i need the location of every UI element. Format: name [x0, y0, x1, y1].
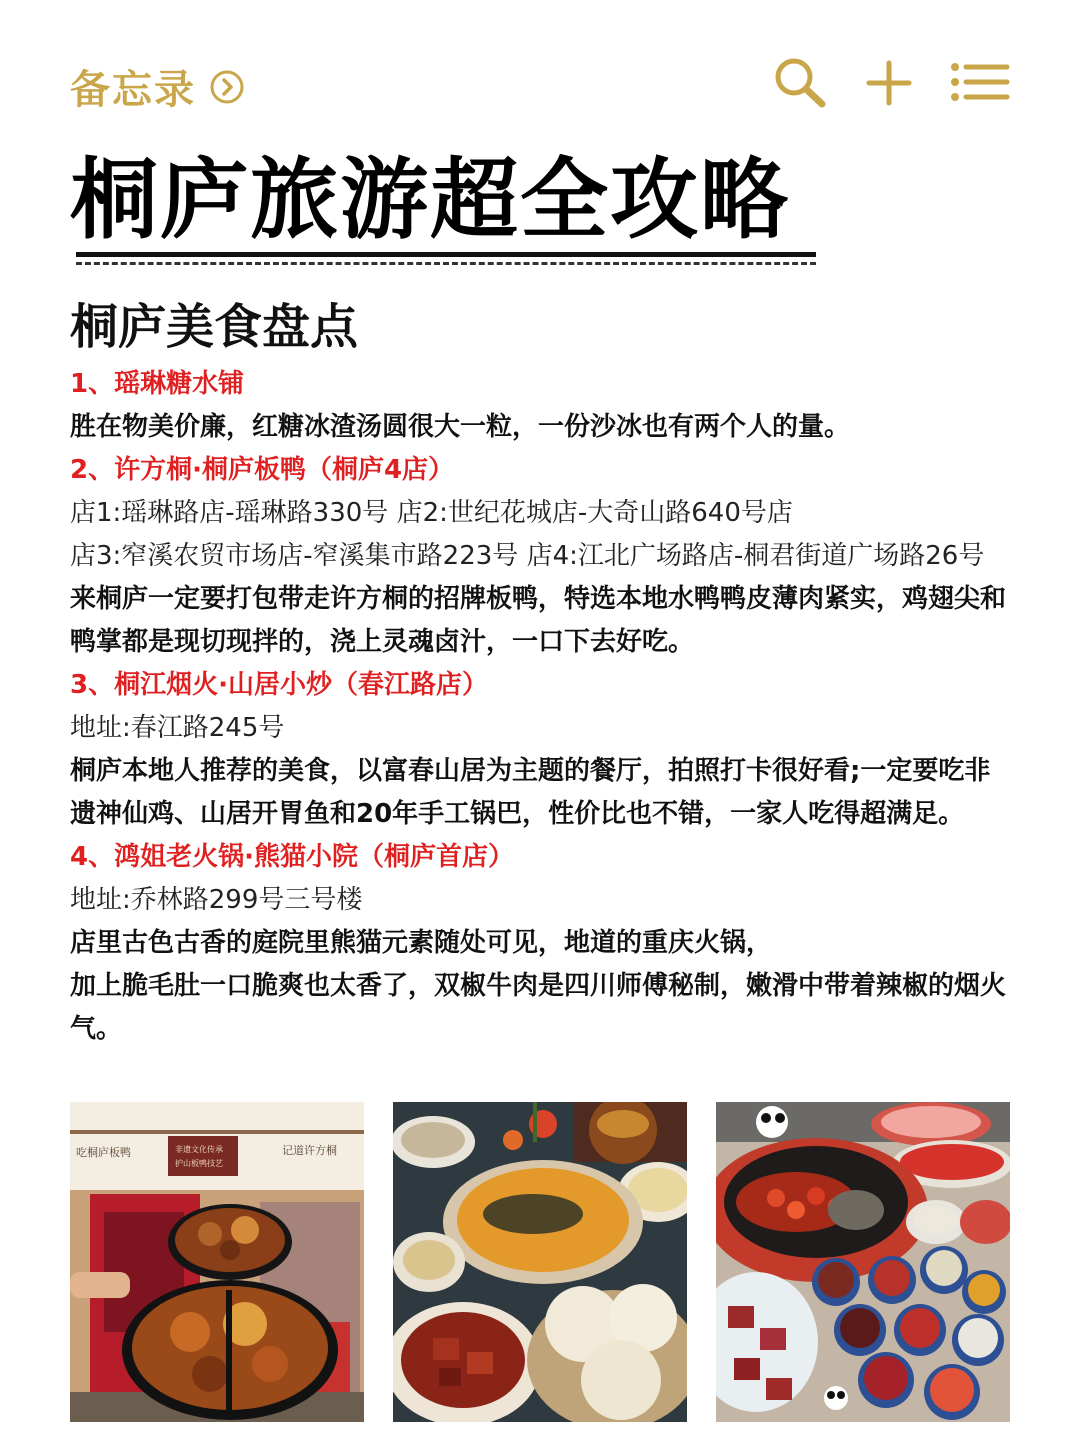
item-address-4: 地址:乔林路299号三号楼: [70, 885, 363, 915]
note-content: [70, 363, 1015, 1051]
shop-sign-mid-1: 非遗文化传承: [175, 1145, 223, 1154]
search-icon[interactable]: [772, 56, 830, 108]
photo-hotpot[interactable]: [716, 1102, 1010, 1422]
title-underline: [76, 252, 816, 266]
shop-sign-left: 吃桐庐板鸭: [76, 1146, 131, 1159]
chevron-right-icon: [210, 70, 244, 104]
page-title: 桐庐旅游超全攻略: [70, 148, 791, 251]
shop-sign-right: 记道许方桐: [282, 1144, 337, 1157]
item-heading-3: 3、桐江烟火·山居小炒（春江路店）: [70, 670, 488, 700]
item-heading-2: 2、许方桐·桐庐板鸭（桐庐4店）: [70, 455, 455, 485]
item-desc-4a: 店里古色古香的庭院里熊猫元素随处可见，地道的重庆火锅，: [70, 928, 773, 958]
title-block: [70, 150, 830, 250]
item-heading-4: 4、鸿姐老火锅·熊猫小院（桐庐首店）: [70, 842, 514, 872]
top-bar: [0, 0, 1080, 170]
photo-duck-shop[interactable]: [70, 1102, 364, 1422]
list-icon[interactable]: [950, 62, 1010, 102]
item-desc-2: 来桐庐一定要打包带走许方桐的招牌板鸭，特选本地水鸭鸭皮薄肉紧实，鸡翅尖和鸭掌都是现切现拌的，浇上灵魂卤汁，一口下去好吃。: [70, 584, 1007, 657]
item-heading-1: 1、瑶琳糖水铺: [70, 369, 245, 399]
photo-local-dishes[interactable]: [393, 1102, 687, 1422]
section-title: 桐庐美食盘点: [70, 299, 359, 355]
item-desc-3: 桐庐本地人推荐的美食，以富春山居为主题的餐厅，拍照打卡很好看;一定要吃非遗神仙鸡、山居开胃鱼和20年手工锅巴，性价比也不错，一家人吃得超满足。: [70, 756, 991, 829]
item-stores-line-2: 店3:窄溪农贸市场店-窄溪集市路223号 店4:江北广场路店-桐君街道广场路26号: [70, 541, 985, 571]
item-desc-4b: 加上脆毛肚一口脆爽也太香了，双椒牛肉是四川师傅秘制，嫩滑中带着辣椒的烟火气。: [70, 971, 1007, 1044]
item-desc-1: 胜在物美价廉，红糖冰渣汤圆很大一粒，一份沙冰也有两个人的量。: [70, 412, 851, 442]
item-address-3: 地址:春江路245号: [70, 713, 285, 743]
photo-strip: [70, 1102, 1010, 1422]
back-label: 备忘录: [70, 67, 196, 113]
back-button[interactable]: [70, 58, 244, 115]
shop-sign-mid-2: 护山板鸭技艺: [175, 1159, 223, 1168]
plus-icon[interactable]: [866, 60, 912, 106]
item-stores-line-1: 店1:瑶琳路店-瑶琳路330号 店2:世纪花城店-大奇山路640号店: [70, 498, 793, 528]
